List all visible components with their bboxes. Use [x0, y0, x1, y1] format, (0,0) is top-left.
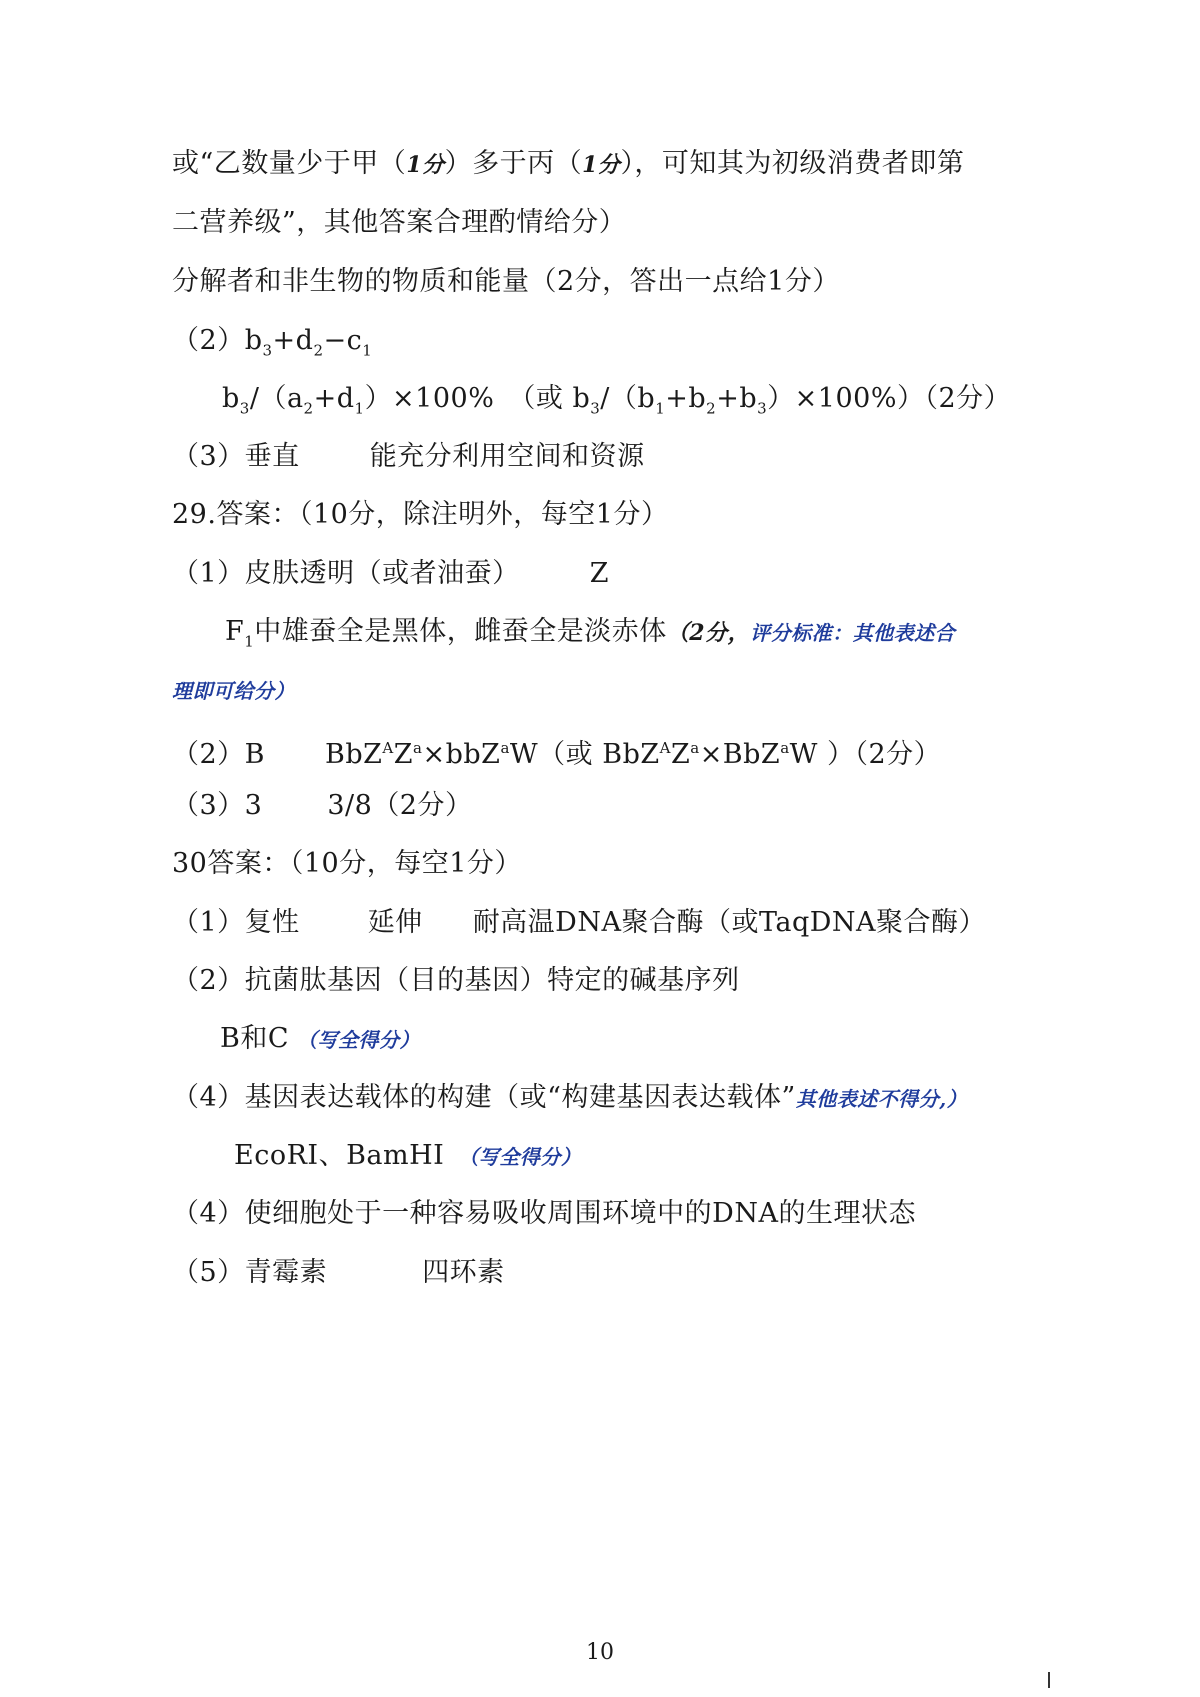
answer-line-1: 或“乙数量少于甲（1分）多于丙（1分），可知其为初级消费者即第 — [172, 148, 965, 179]
answer-line-12: （3）3 3/8（2分） — [172, 790, 473, 821]
page-number: 10 — [586, 1640, 614, 1665]
answer-line-14: （1）复性 延伸 耐高温DNA聚合酶（或TaqDNA聚合酶） — [172, 907, 987, 938]
answer-line-3: 分解者和非生物的物质和能量（2分，答出一点给1分） — [172, 266, 840, 297]
formula-line-energy: $(2)b_3+d_2-c_1$ — [172, 325, 373, 360]
question-29-heading: 29.答案：（10分，除注明外，每空1分） — [172, 499, 669, 530]
question-30-heading: 30答案：（10分，每空1分） — [172, 848, 522, 879]
answer-line-16: B和C （写全得分） — [220, 1023, 420, 1054]
answer-line-20: （5）青霉素 四环素 — [172, 1257, 505, 1288]
answer-line-18: EcoRⅠ、BamHⅠ （写全得分） — [234, 1140, 582, 1171]
answer-line-19: （4）使细胞处于一种容易吸收周围环境中的DNA的生理状态 — [172, 1198, 916, 1229]
answer-line-15: （2）抗菌肽基因（目的基因）特定的碱基序列 — [172, 965, 740, 996]
scan-edge-mark — [1048, 1672, 1050, 1688]
genotype-line: （2）B $BbZ^AZ^a\times bbZ^aW$（或 $BbZ^AZ^a\times BbZ^aW$ ）（2分） — [172, 739, 942, 770]
answer-line-17: （4）基因表达载体的构建（或“构建基因表达载体”其他表述不得分,） — [172, 1082, 968, 1113]
grading-note-continued: 理即可给分） — [172, 679, 295, 703]
answer-line-6: （3）垂直 能充分利用空间和资源 — [172, 441, 645, 472]
answer-line-9: $F_1$中雄蚕全是黑体，雌蚕全是淡赤体（2分，评分标准：其他表述合 — [225, 616, 956, 651]
answer-line-8: （1）皮肤透明（或者油蚕） Z — [172, 558, 609, 589]
formula-line-efficiency: $b_3/(a_2+d_1)\times 100\%$ （或 $b_3/(b_1+b_2+b_3)\times 100\%)(2$分） — [222, 383, 1012, 418]
answer-line-2: 二营养级”，其他答案合理酌情给分） — [172, 207, 627, 238]
